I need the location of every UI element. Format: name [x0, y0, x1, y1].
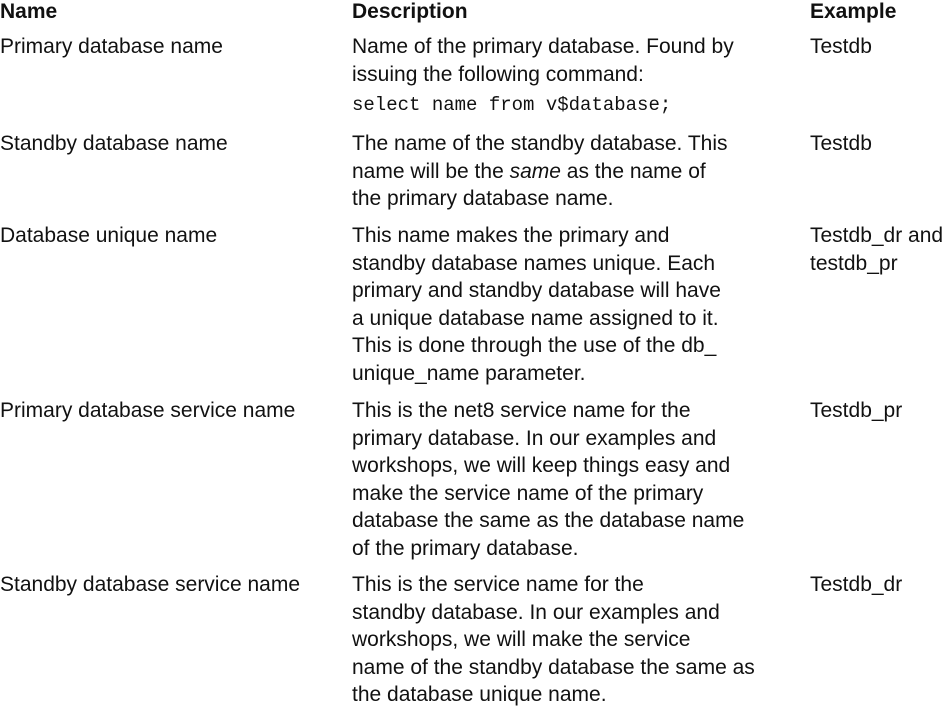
- example-line: Testdb_dr: [810, 573, 903, 596]
- description-line: the database unique name.: [352, 683, 607, 706]
- example-line: Testdb_dr and: [810, 224, 944, 247]
- row-example: [810, 33, 952, 61]
- row-name: Database unique name: [0, 224, 218, 247]
- description-line: workshops, we will make the service: [352, 628, 691, 651]
- row-description: [352, 571, 792, 709]
- description-line: This name makes the primary and: [352, 224, 670, 247]
- row-example: [810, 130, 952, 158]
- description-emphasis: same: [509, 159, 561, 183]
- description-line: primary database. In our examples and: [352, 426, 717, 450]
- description-line: of the primary database.: [352, 536, 579, 560]
- description-line: make the service name of the primary: [352, 481, 704, 505]
- example-line: testdb_pr: [810, 251, 898, 275]
- description-line: This is the service name for the: [352, 573, 644, 596]
- row-example: [810, 571, 952, 599]
- row-name: Standby database service name: [0, 573, 301, 596]
- column-header-description: Description: [352, 0, 468, 23]
- description-text: name will be the: [352, 159, 510, 183]
- row-description: [352, 33, 792, 122]
- description-line: standby database. In our examples and: [352, 600, 720, 624]
- description-line: name of the standby database the same as: [352, 655, 755, 679]
- description-line: Name of the primary database. Found by: [352, 35, 734, 58]
- row-name: Standby database name: [0, 132, 228, 155]
- row-name: Primary database service name: [0, 399, 296, 422]
- row-description: [352, 130, 792, 213]
- row-name: Primary database name: [0, 35, 223, 58]
- row-example: [810, 397, 952, 425]
- description-line: standby database names unique. Each: [352, 251, 716, 275]
- description-line: issuing the following command:: [352, 62, 644, 86]
- example-line: Testdb: [810, 35, 872, 58]
- description-line: the primary database name.: [352, 187, 614, 210]
- description-line: unique_name parameter.: [352, 361, 586, 385]
- example-line: Testdb: [810, 132, 872, 155]
- description-line: The name of the standby database. This: [352, 132, 728, 155]
- description-line: This is done through the use of the db_: [352, 334, 717, 357]
- row-example: [810, 222, 952, 277]
- example-line: Testdb_pr: [810, 399, 903, 422]
- description-code: select name from v$database;: [352, 94, 672, 116]
- description-line: [352, 158, 792, 186]
- description-line: database the same as the database name: [352, 509, 745, 532]
- description-line: a unique database name assigned to it.: [352, 306, 719, 330]
- row-description: [352, 397, 792, 562]
- description-text: as the name of: [560, 159, 706, 183]
- row-description: [352, 222, 792, 387]
- column-header-name: Name: [0, 0, 58, 23]
- description-line: This is the net8 service name for the: [352, 399, 691, 422]
- description-line: workshops, we will keep things easy and: [352, 454, 731, 477]
- column-header-example: Example: [810, 0, 897, 23]
- description-line: primary and standby database will have: [352, 279, 721, 302]
